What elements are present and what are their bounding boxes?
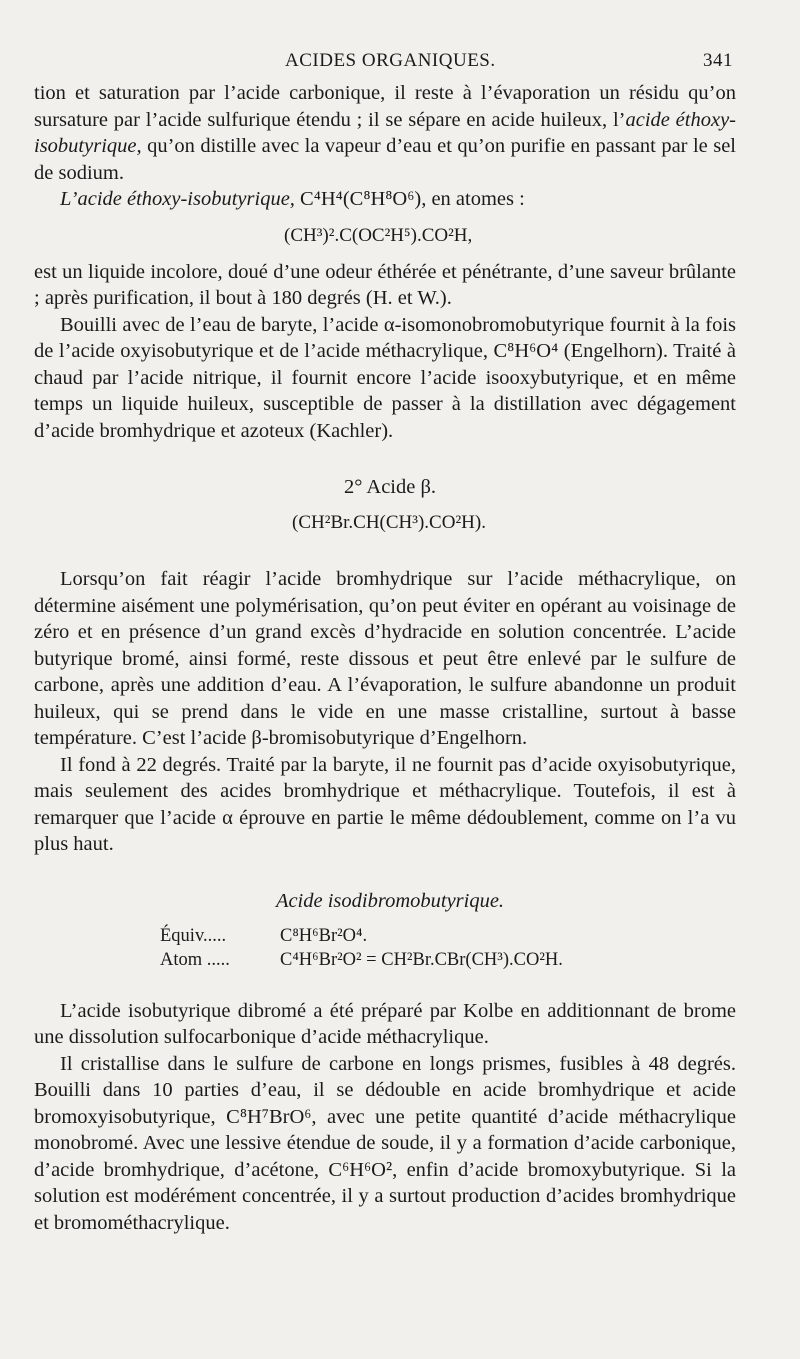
running-title: ACIDES ORGANIQUES. [285, 50, 496, 71]
paragraph-3: est un liquide incolore, doué d’une odeur éthérée et pénétrante, d’une saveur brûlante ; après purification, il bout à 180 degrés (H. et W.). [34, 260, 736, 309]
paragraph-4: Bouilli avec de l’eau de baryte, l’acide α-isomonobromobutyrique fournit à la fois de l’acide oxyisobutyrique et de l’acide méthacrylique, C⁸H⁶O⁴ (Engelhorn). Traité à chaud par l’acide nitrique, il fournit encore l’acide isooxybutyrique, et en même temps un liquide huileux, susceptible de passer à la distillation avec dégagement d’acide bromhydrique et azoteux (Kachler). [34, 313, 736, 442]
paragraph-8: Il cristallise dans le sulfure de carbone en longs prismes, fusibles à 48 degrés. Bouilli dans 10 parties d’eau, il se dédouble en acide bromhydrique et acide bromoxyisobutyrique, C⁸H⁷BrO⁶, avec une petite quantité d’acide méthacrylique monobromé. Avec une lessive étendue de soude, il y a formation d’acide carbonique, d’acide bromhydrique, d’acétone, C⁶H⁶O², enfin d’acide bromoxybutyrique. Si la solution est modérément concentrée, il y a surtout production d’acides bromhydrique et bromométhacrylique. [34, 1052, 736, 1234]
formula-ethoxy: (CH³)².C(OC²H⁵).CO²H, [284, 224, 473, 246]
paragraph-6: Il fond à 22 degrés. Traité par la baryte, il ne fournit pas d’acide oxyisobutyrique, mais seulement des acides bromhydrique et méthacrylique. Toutefois, il est à remarquer que l’acide α éprouve en partie le même dédoublement, comme on l’a vu plus haut. [34, 753, 736, 855]
paragraph-1-text: tion et saturation par l’acide carbonique, il reste à l’évaporation un résidu qu’on sursature par l’acide sulfurique étendu ; il se sépare en acide huileux, l’ [34, 82, 736, 131]
atom-value: C⁴H⁶Br²O² = CH²Br.CBr(CH³).CO²H. [280, 949, 563, 970]
paragraph-5: Lorsqu’on fait réagir l’acide bromhydrique sur l’acide méthacrylique, on détermine aisément une polymérisation, qu’on peut éviter en opérant au voisinage de zéro et en présence d’un grand excès d’hydracide en solution concentrée. L’acide butyrique bromé, ainsi formé, reste dissous et peut être enlevé par le sulfure de carbone, après une addition d’eau. A l’évaporation, le sulfure abandonne un produit huileux, qui se prend dans le vide en une masse cristalline, surtout à basse température. C’est l’acide β-bromisobutyrique d’Engelhorn. [34, 568, 736, 749]
equiv-row [160, 924, 736, 948]
equivalence-table [160, 924, 736, 972]
paragraph-2-text: C⁴H⁴(C⁸H⁸O⁶), en atomes : [294, 188, 525, 210]
atom-label: Atom ..... [160, 949, 230, 970]
page-header [0, 46, 800, 76]
paragraph-2-italic: L’acide éthoxy-isobutyrique, [60, 188, 295, 210]
paragraph-7: L’acide isobutyrique dibromé a été préparé par Kolbe en additionnant de brome une dissolution sulfocarbonique d’acide méthacrylique. [34, 999, 736, 1048]
paragraph-1 [34, 80, 736, 186]
paragraph-1-italic: acide éthoxy-isobutyrique, [34, 108, 736, 157]
equiv-label: Équiv..... [160, 925, 227, 946]
equiv-value: C⁸H⁶Br²O⁴. [280, 925, 368, 946]
formula-beta: (CH²Br.CH(CH³).CO²H). [292, 512, 486, 533]
section-heading-acide-beta: 2° Acide β. [343, 476, 437, 498]
section-heading-isodibromobutyrique: Acide isodibromobutyrique. [275, 889, 505, 912]
paragraph-2 [34, 186, 736, 213]
paragraph-1-end: qu’on distille avec la vapeur d’eau et qu’on purifie en passant par le sel de sodium. [34, 135, 736, 184]
atom-row [160, 948, 736, 972]
page-body [34, 80, 736, 1236]
page-number: 341 [703, 50, 733, 71]
